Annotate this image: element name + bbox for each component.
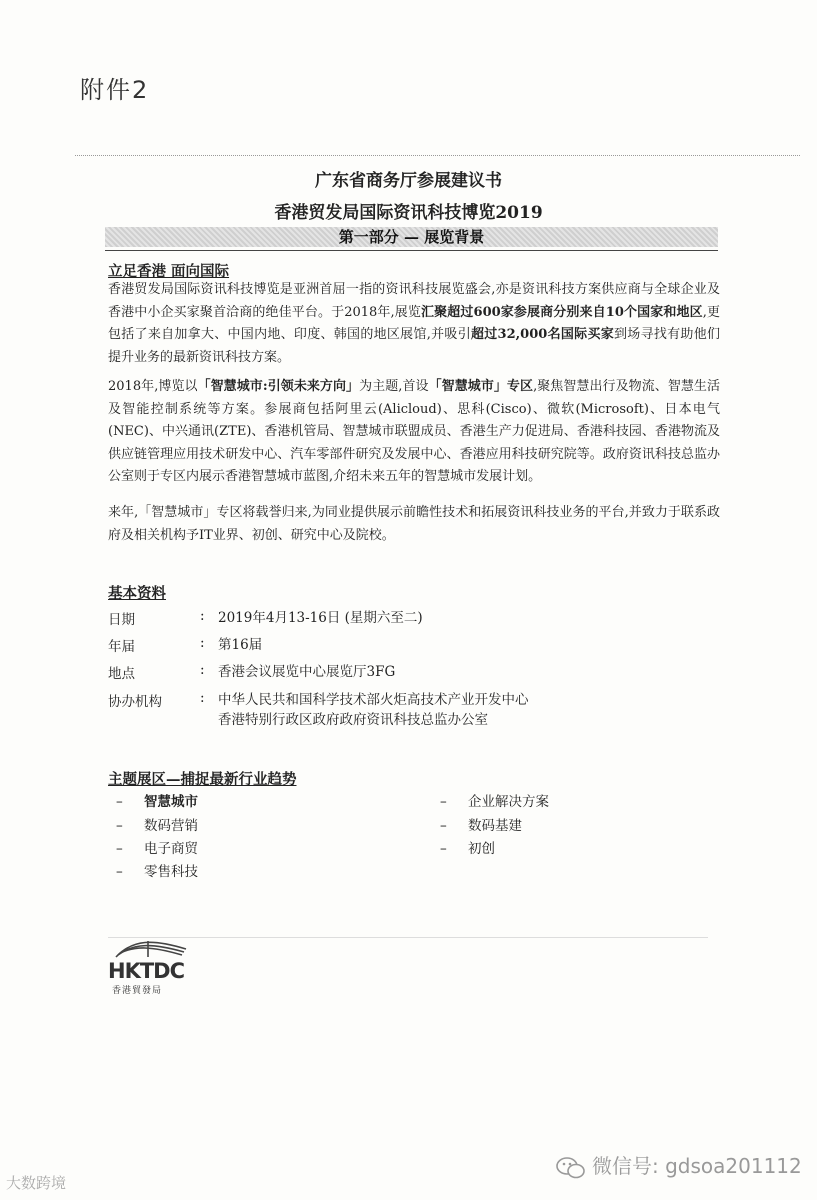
list-item: – 数码基建	[440, 818, 522, 834]
body-text: ,聚焦智慧出行及物流、智慧生活及智能控制系统等方案。参展商包括阿里云(Alicloud)、思科(Cisco)、微软(Microsoft)、日本电气(NEC)、中兴通讯(ZTE)、香港机管局、智慧城市联盟成员、香港生产力促进局、香港科技园、香港物流及供应链管理应用技术研发中心、汽车零部件研究及发展中心、香港应用科技研究院等。政府资讯科技总监办公室则于专区内展示香港智慧城市蓝图,介绍未来五年的智慧城市发展计划。	[108, 379, 720, 484]
info-colon: :	[200, 662, 205, 678]
footer-divider	[108, 937, 708, 938]
list-item: – 零售科技	[116, 864, 198, 880]
partner-line-2: 香港特别行政区政府政府资讯科技总监办公室	[218, 712, 488, 728]
emphasis-text: 汇聚超过600家参展商分别来自10个国家和地区	[421, 304, 703, 320]
partner-line-1: 中华人民共和国科学技术部火炬高技术产业开发中心	[218, 692, 529, 708]
info-value	[218, 690, 529, 730]
body-text: 来年,「智慧城市」专区将载誉归来,为同业提供展示前瞻性技术和拓展资讯科技业务的平台,并致力于联系政府及相关机构予IT业界、初创、研究中心及院校。	[108, 505, 720, 543]
info-colon: :	[200, 608, 205, 624]
body-text: 香港贸发局国际资讯科技博览是亚洲首屈一指的资讯科技展览盛会,亦是资讯科技方案供应商与全球企业及香港中小企买家聚首洽商的绝佳平台。于2018年,展览	[108, 282, 720, 320]
list-item: – 数码营销	[116, 818, 198, 834]
attachment-label: 附件2	[80, 76, 150, 104]
logo-wordmark: HKTDC	[108, 959, 185, 983]
list-item: – 企业解决方案	[440, 794, 549, 810]
watermark-right: 微信号: gdsoa201112	[556, 1150, 802, 1180]
info-value: 第16届	[218, 637, 263, 653]
paragraph-next-year	[108, 502, 720, 547]
list-item: – 初创	[440, 841, 495, 857]
top-divider	[75, 155, 800, 156]
theme-heading: 主题展区—捕捉最新行业趋势	[108, 771, 297, 788]
watermark-left: 大数跨境	[6, 1174, 67, 1192]
emphasis-text: 「智慧城市:引领未来方向」	[197, 379, 360, 394]
logo-subtitle: 香港貿發局	[112, 986, 163, 996]
list-item: – 智慧城市	[116, 794, 198, 810]
emphasis-text: 超过32,000名国际买家	[471, 327, 615, 342]
body-text: 到场寻找有助他们提升业务的最新资讯科技方案。	[108, 327, 720, 365]
info-label: 年届	[108, 639, 135, 655]
document-title: 广东省商务厅参展建议书	[315, 171, 502, 191]
info-colon: :	[200, 690, 205, 706]
body-text: 2018年,博览以	[108, 379, 198, 394]
paragraph-overview	[108, 279, 720, 369]
info-colon: :	[200, 635, 205, 651]
paragraph-2018-theme	[108, 376, 720, 489]
intro-heading: 立足香港 面向国际	[108, 263, 230, 280]
section-band: 第一部分 — 展览背景	[105, 227, 718, 247]
document-subtitle: 香港贸发局国际资讯科技博览2019	[274, 203, 543, 223]
body-text: 为主题,首设	[359, 379, 429, 394]
basic-info-heading: 基本资料	[108, 585, 166, 602]
section-divider	[105, 250, 718, 251]
list-item: – 电子商贸	[116, 841, 198, 857]
info-label: 协办机构	[108, 694, 162, 710]
wechat-icon	[556, 1156, 586, 1180]
info-value: 2019年4月13-16日 (星期六至二)	[218, 610, 423, 626]
info-label: 地点	[108, 666, 135, 682]
info-label: 日期	[108, 612, 135, 628]
emphasis-text: 「智慧城市」专区	[428, 379, 534, 394]
info-value: 香港会议展览中心展览厅3FG	[218, 664, 396, 680]
body-text: ,更包括了来自加拿大、中国内地、印度、韩国的地区展馆,并吸引	[108, 304, 720, 342]
